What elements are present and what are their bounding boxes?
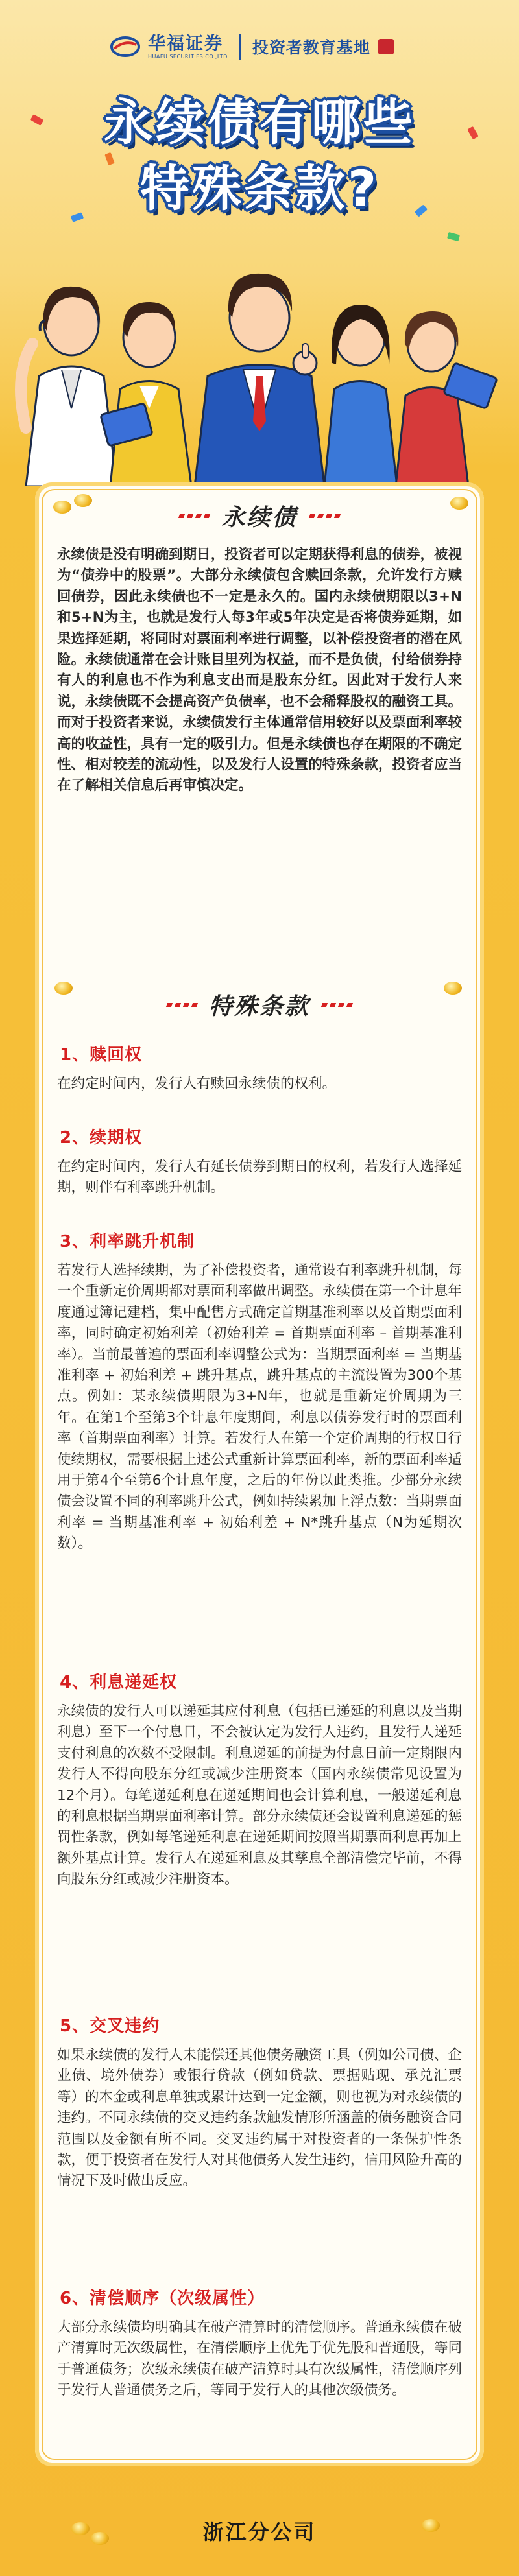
heading-dash-left: [179, 514, 210, 518]
item-3-text: 若发行人选择续期，为了补偿投资者，通常设有利率跳升机制，每一个重新定价周期都对票面利率做出调整。永续债在第一个计息年度通过簿记建档，集中配售方式确定首期基准利率以及首期票面利率，同时确定初始利差（初始利差 = 首期票面利率 – 首期基准利率）。当前最普遍的票面利率调整公式为：当期票面利率 = 当期基准利率 + 初始利差 + 跳升基点，跳升基点的主流设置为300个基点。例如：某永续债期限为3+N年，也就是重新定价周期为三年。在第1个至第3个计息年度期间，利息以债券发行时的票面利率（首期票面利率）计算。若发行人在第一个定价周期的行权日行使续期权，需要根据上述公式重新计算票面利率，新的票面利率适用于第4个至第6个计息年度，之后的年份以此类推。少部分永续债会设置不同的利率跳升公式，例如持续累加上浮点数：当期票面利率 = 当期基准利率 + 初始利差 + N*跳升基点（N为延期次数）。: [57, 1262, 462, 1552]
header-logo-row: [110, 34, 394, 60]
person-suit-man: [195, 274, 324, 486]
item-5-text: 如果永续债的发行人未能偿还其他债务融资工具（例如公司债、企业债、境外债券）或银行贷款（例如贷款、票据贴现、承兑汇票等）的本金或利息单独或累计达到一定金额，则也视为对永续债的违约。不同永续债的交叉违约条款触发情形所涵盖的债务融资合同范围以及金额有所不同。交叉违约属于对投资者的一条保护性条款，便于投资者在发行人对其他债务人发生违约，信用风险升高的情况下及时做出反应。: [57, 2047, 462, 2190]
person-tablet-man: [101, 302, 191, 486]
item-1-text: 在约定时间内，发行人有赎回永续债的权利。: [57, 1076, 337, 1092]
brand-name-en: HUAFU SECURITIES CO.,LTD: [148, 53, 228, 60]
sub-brand: 投资者教育基地: [252, 38, 370, 57]
content-card: [35, 482, 484, 2466]
brand-block: [148, 34, 228, 60]
intro-paragraph: 永续债是没有明确到期日，投资者可以定期获得利息的债券，被视为“债券中的股票”。大部分永续债包含赎回条款，允许发行方赎回债券，因此永续债也不一定是永久的。国内永续债期限以3+N和5+N为主，也就是发行人每3年或5年决定是否将债券延期，如果选择延期，将同时对票面利率进行调整，以补偿投资者的潜在风险。永续债通常在会计账目里列为权益，而不是负债，付给债券持有人的利息也不作为利息支出而是股东分红。因此对于发行人来说，永续债既不会提高资产负债率，也不会稀释股权的融资工具。而对于投资者来说，永续债发行主体通常信用较好以及票面利率较高的收益性，具有一定的吸引力。但是永续债也存在期限的不确定性、相对较差的流动性，以及发行人设置的特殊条款，投资者应当在了解相关信息后再审慎决定。: [57, 547, 462, 794]
person-blue-woman: [324, 305, 397, 486]
heading-dash-right: [322, 1003, 352, 1007]
item-2-text: 在约定时间内，发行人有延长债券到期日的权利，若发行人选择延期，则伴有利率跳升机制。: [57, 1159, 462, 1196]
logo-divider: [239, 34, 241, 60]
item-4-text: 永续债的发行人可以递延其应付利息（包括已递延的利息以及当期利息）至下一个付息日，不会被认定为发行人违约，且发行人递延支付利息的次数不受限制。利息递延的前提为付息日前一定期限内发行人不得向股东分红或减少注册资本（国内永续债常见设置为12个月）。每笔递延利息在递延期间也会计算利息，一般递延利息的利息根据当期票面利率计算。部分永续债还会设置利息递延的惩罚性条款，例如每笔递延利息在递延期间按照当期票面利息再加上额外基点计算。发行人在递延利息及其孳息全部清偿完毕前，不得向股东分红或减少注册资本。: [57, 1703, 462, 1888]
special-clauses-title: 特殊条款: [208, 993, 310, 1020]
item-3-title: 3、利率跳升机制: [60, 1232, 195, 1251]
heading-dash-left: [167, 1003, 197, 1007]
page-title-line2: 特殊条款?: [139, 160, 380, 217]
item-5-title: 5、交叉违约: [60, 2016, 160, 2036]
item-6-title: 6、清偿顺序（次级属性）: [60, 2289, 265, 2308]
item-1-title: 1、赎回权: [60, 1045, 143, 1065]
item-6-text: 大部分永续债均明确其在破产清算时的清偿顺序。普通永续债在破产清算时无次级属性，在清偿顺序上优先于优先股和普通股，等同于普通债务；次级永续债在破产清算时具有次级属性，清偿顺序列于发行人普通债务之后，等同于发行人的其他次级债务。: [57, 2319, 462, 2399]
business-people-illustration: [0, 214, 519, 486]
intro-heading: [35, 499, 484, 532]
page-title-line1: 永续债有哪些: [104, 93, 415, 151]
item-2-title: 2、续期权: [60, 1128, 143, 1148]
heading-dash-right: [309, 514, 340, 518]
huafu-logo-icon: [110, 36, 140, 58]
person-laptop-woman: [396, 311, 497, 486]
seal-stamp: [378, 39, 394, 54]
special-clauses-heading: [35, 988, 484, 1021]
person-headset-woman: [21, 287, 117, 486]
brand-name: 华福证券: [148, 33, 223, 54]
footer-branch-name: 浙江分公司: [202, 2520, 317, 2544]
intro-title: 永续债: [221, 504, 298, 531]
item-4-title: 4、利息递延权: [60, 1673, 178, 1692]
